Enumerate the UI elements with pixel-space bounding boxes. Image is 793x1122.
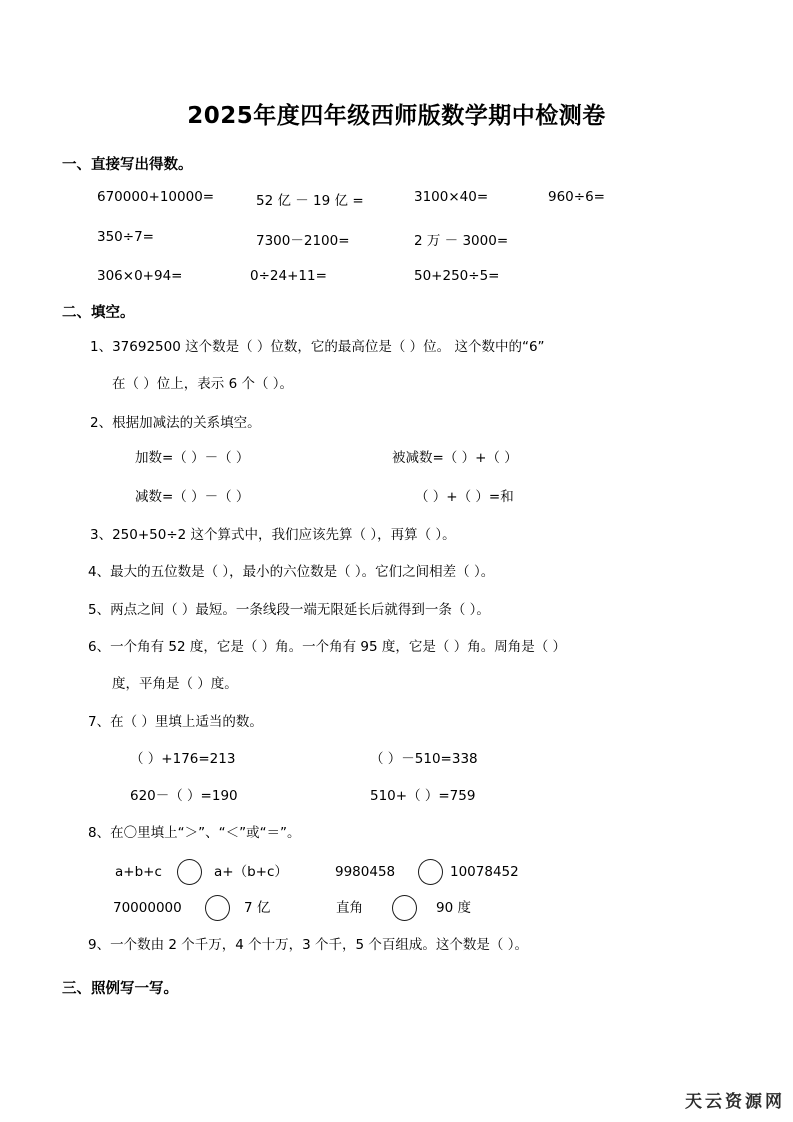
fill-question-2-addend-formula: 加数=（ ）－（ ） [135, 450, 250, 466]
section-heading-three: 三、照例写一写。 [62, 981, 178, 997]
fill-question-9: 9、一个数由 2 个千万，4 个十万，3 个千，5 个百组成。这个数是（ ）。 [88, 937, 528, 953]
fill-question-7-eq-1: （ ）+176=213 [130, 751, 236, 767]
section-heading-two: 二、填空。 [62, 305, 135, 321]
compare-2-left: 9980458 [335, 864, 396, 880]
fill-question-7-eq-3: 620－（ ）=190 [130, 788, 238, 804]
fill-question-2-minuend-formula: 被减数=（ ）+（ ） [392, 450, 518, 466]
compare-3-left: 70000000 [113, 900, 182, 916]
fill-question-6-line-1: 6、一个角有 52 度，它是（ ）角。一个角有 95 度，它是（ ）角。周角是（ ） [88, 639, 566, 655]
expression-r2c3: 2 万 － 3000= [414, 233, 509, 249]
expression-r1c2: 52 亿 － 19 亿 = [256, 193, 364, 209]
fill-question-2-subtrahend-formula: 减数=（ ）－（ ） [135, 489, 250, 505]
fill-question-2-sum-formula: （ ）+（ ）=和 [415, 489, 514, 505]
expression-r2c1: 350÷7= [97, 229, 154, 245]
compare-circle-1[interactable] [177, 859, 202, 885]
section-heading-one: 一、直接写出得数。 [62, 157, 193, 173]
compare-circle-2[interactable] [418, 859, 443, 885]
fill-question-7-eq-4: 510+（ ）=759 [370, 788, 476, 804]
expression-r1c3: 3100×40= [414, 189, 489, 205]
fill-question-5: 5、两点之间（ ）最短。一条线段一端无限延长后就得到一条（ ）。 [88, 602, 490, 618]
expression-r3c1: 306×0+94= [97, 268, 183, 284]
compare-circle-3[interactable] [205, 895, 230, 921]
fill-question-7-eq-2: （ ）－510=338 [370, 751, 478, 767]
fill-question-1-line-2: 在（ ）位上，表示 6 个（ ）。 [112, 376, 294, 392]
page-title: 2025年度四年级西师版数学期中检测卷 [187, 103, 606, 129]
expression-r1c1: 670000+10000= [97, 189, 215, 205]
fill-question-1-line-1: 1、37692500 这个数是（ ）位数，它的最高位是（ ）位。 这个数中的“6” [90, 339, 545, 355]
fill-question-6-line-2: 度，平角是（ ）度。 [112, 676, 238, 692]
compare-1-right: a+（b+c） [214, 864, 288, 880]
fill-question-8-line-1: 8、在〇里填上“＞”、“＜”或“＝”。 [88, 825, 301, 841]
expression-r1c4: 960÷6= [548, 189, 605, 205]
fill-question-4: 4、最大的五位数是（ ），最小的六位数是（ ）。它们之间相差（ ）。 [88, 564, 495, 580]
compare-circle-4[interactable] [392, 895, 417, 921]
compare-4-right: 90 度 [436, 900, 471, 916]
compare-2-right: 10078452 [450, 864, 519, 880]
fill-question-3: 3、250+50÷2 这个算式中，我们应该先算（ ），再算（ ）。 [90, 527, 456, 543]
fill-question-2-line-1: 2、根据加减法的关系填空。 [90, 415, 261, 431]
fill-question-7-line-1: 7、在（ ）里填上适当的数。 [88, 714, 263, 730]
compare-4-left: 直角 [336, 900, 363, 916]
compare-1-left: a+b+c [115, 864, 162, 880]
expression-r2c2: 7300－2100= [256, 233, 350, 249]
compare-3-right: 7 亿 [244, 900, 271, 916]
site-watermark: 天云资源网 [685, 1092, 785, 1112]
expression-r3c2: 0÷24+11= [250, 268, 327, 284]
expression-r3c3: 50+250÷5= [414, 268, 500, 284]
